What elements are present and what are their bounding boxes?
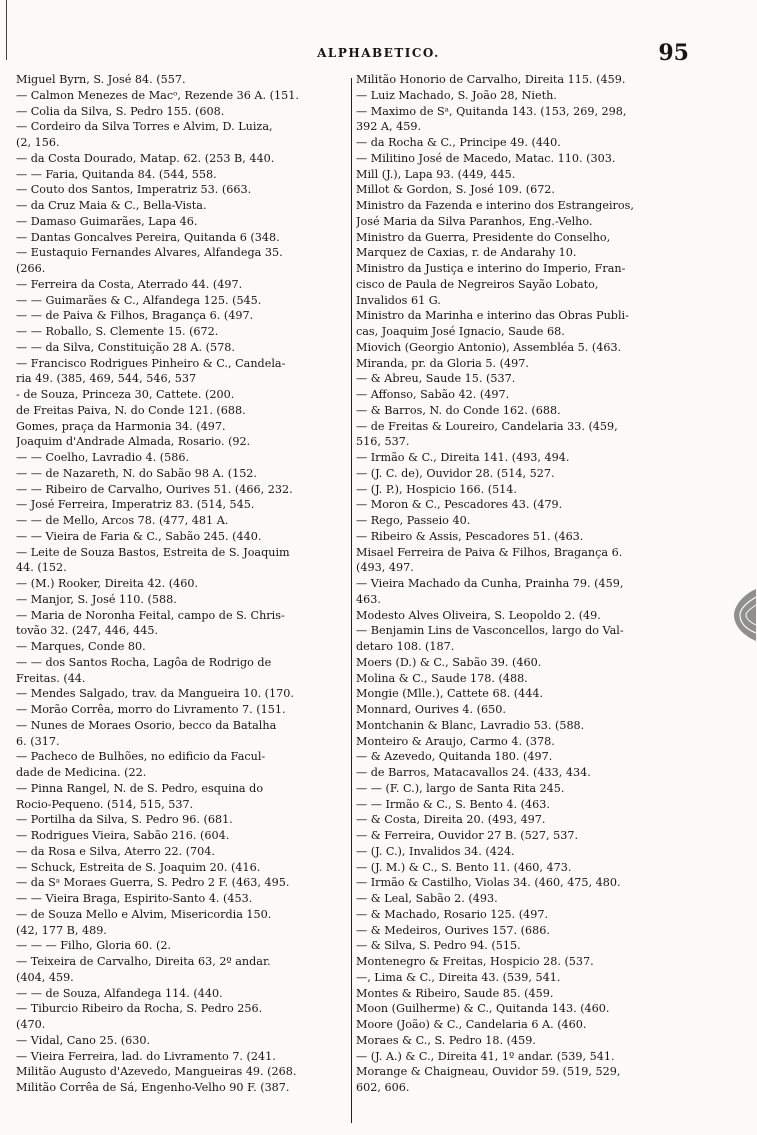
left-entry-line: Militão Augusto d'Azevedo, Mangueiras 49. (268. <box>16 1065 297 1079</box>
left-entry-line: — — — Filho, Gloria 60. (2. <box>16 939 171 953</box>
left-entry-line: — Morão Corrêa, morro do Livramento 7. (151. <box>16 703 286 716</box>
left-entry-line: — — Roballo, S. Clemente 15. (672. <box>16 325 219 338</box>
left-entry-line: — — de Mello, Arcos 78. (477, 481 A. <box>16 514 229 527</box>
left-entry-line: — Vidal, Cano 25. (630. <box>16 1033 151 1047</box>
right-entry-line: Ministro da Justiça e interino do Imperio, Fran- <box>356 262 626 275</box>
right-entry-line: Mongie (Mlle.), Cattete 68. (444. <box>356 687 544 701</box>
right-entry-line: — Affonso, Sabão 42. (497. <box>356 388 510 401</box>
right-entry-line: José Maria da Silva Paranhos, Eng.-Velho. <box>356 214 593 228</box>
right-entry-line: Miranda, pr. da Gloria 5. (497. <box>356 356 529 370</box>
right-entry-line: — Rego, Passeio 40. <box>356 514 471 527</box>
right-entry-line: Misael Ferreira de Paiva & Filhos, Bragança 6. <box>356 545 623 559</box>
left-entry-line: — Rodrigues Vieira, Sabão 216. (604. <box>16 829 230 842</box>
running-title: ALPHABETICO. <box>317 46 440 60</box>
left-entry-line: — — de Souza, Alfandega 114. (440. <box>16 986 223 1000</box>
right-entry-line: — Irmão & C., Direita 141. (493, 494. <box>356 451 570 464</box>
left-entry-line: — Dantas Goncalves Pereira, Quitanda 6 (348. <box>16 230 280 244</box>
left-entry-line: dade de Medicina. (22. <box>16 766 147 779</box>
left-entry-line: — — dos Santos Rocha, Lagôa de Rodrigo de <box>16 655 272 669</box>
right-entry-line: (493, 497. <box>356 561 414 575</box>
left-entry-line: — Portilha da Silva, S. Pedro 96. (681. <box>16 813 233 827</box>
right-entry-line: Montchanin & Blanc, Lavradio 53. (588. <box>356 718 585 732</box>
left-entry-line: — da Costa Dourado, Matap. 62. (253 B, 440. <box>16 151 275 165</box>
right-entry-line: — Luiz Machado, S. João 28, Nieth. <box>356 88 557 102</box>
left-entry-line: — da Rosa e Silva, Aterro 22. (704. <box>16 844 215 858</box>
left-entry-line: Joaquim d'Andrade Almada, Rosario. (92. <box>16 435 251 449</box>
left-entry-line: — Mendes Salgado, trav. da Mangueira 10. (170. <box>16 687 294 701</box>
right-entry-line: Mill (J.), Lapa 93. (449, 445. <box>356 167 516 181</box>
left-entry-line: — Eustaquio Fernandes Alvares, Alfandega 35. <box>16 246 283 260</box>
right-entry-line: Militão Honorio de Carvalho, Direita 115. (459. <box>356 73 626 86</box>
right-entry-line: Ministro da Fazenda e interino dos Estrangeiros, <box>356 199 634 212</box>
left-entry-line: — (M.) Rooker, Direita 42. (460. <box>16 577 199 590</box>
right-entry-line: Moon (Guilherme) & C., Quitanda 143. (460. <box>356 1002 610 1016</box>
left-entry-line: (42, 177 B, 489. <box>16 923 107 937</box>
right-entry-line: — Maximo de Sᵃ, Quitanda 143. (153, 269, 298, <box>356 104 627 118</box>
right-entry-line: Moers (D.) & C., Sabão 39. (460. <box>356 655 542 669</box>
left-entry-line: — Leite de Souza Bastos, Estreita de S. Joaquim <box>16 545 290 559</box>
right-entry-line: 392 A, 459. <box>356 120 422 134</box>
right-entry-line: Modesto Alves Oliveira, S. Leopoldo 2. (49. <box>356 608 601 622</box>
left-entry-line: Militão Corrêa de Sá, Engenho-Velho 90 F. (387. <box>16 1081 290 1094</box>
left-entry-line: — — Guimarães & C., Alfandega 125. (545. <box>16 293 262 307</box>
right-column <box>356 72 690 1127</box>
right-entry-line: — — Irmão & C., S. Bento 4. (463. <box>356 797 550 811</box>
left-entry-line: — Cordeiro da Silva Torres e Alvim, D. Luiza, <box>16 120 273 134</box>
left-entry-line: — — Faria, Quitanda 84. (544, 558. <box>16 167 217 181</box>
left-entry-line: Freitas. (44. <box>16 671 86 685</box>
page-number: 95 <box>658 40 689 66</box>
right-entry-line: Ministro da Guerra, Presidente do Conselho, <box>356 230 611 244</box>
right-entry-line: Montenegro & Freitas, Hospicio 28. (537. <box>356 955 594 968</box>
left-entry-line: — Manjor, S. José 110. (588. <box>16 592 177 606</box>
right-entry-line: cisco de Paula de Negreiros Sayão Lobato, <box>356 277 599 291</box>
left-entry-line: (2, 156. <box>16 136 60 149</box>
right-entry-line: Invalidos 61 G. <box>356 293 441 307</box>
left-entry-line: — — Ribeiro de Carvalho, Ourives 51. (466, 232. <box>16 482 293 496</box>
left-entry-line: tovão 32. (247, 446, 445. <box>16 624 159 638</box>
left-entry-line: — — de Nazareth, N. do Sabão 98 A. (152. <box>16 466 257 480</box>
left-entry-line: ria 49. (385, 469, 544, 546, 537 <box>16 372 197 386</box>
left-entry-line: — Marques, Conde 80. <box>16 640 146 653</box>
left-entry-line: — Nunes de Moraes Osorio, becco da Batalha <box>16 718 277 732</box>
left-entry-line: de Freitas Paiva, N. do Conde 121. (688. <box>16 403 246 417</box>
right-entry-line: Monteiro & Araujo, Carmo 4. (378. <box>356 734 555 748</box>
left-entry-line: — Tiburcio Ribeiro da Rocha, S. Pedro 256. <box>16 1002 263 1016</box>
right-entry-line: — de Freitas & Loureiro, Candelaria 33. (459, <box>356 419 618 433</box>
left-entry-line: — Damaso Guimarães, Lapa 46. <box>16 214 198 228</box>
left-entry-line: — — de Paiva & Filhos, Bragança 6. (497. <box>16 309 254 323</box>
right-entry-line: — & Abreu, Saude 15. (537. <box>356 372 516 386</box>
left-entry-line: — Vieira Ferreira, lad. do Livramento 7. (241. <box>16 1049 276 1063</box>
column-divider <box>351 78 352 1123</box>
left-entry-line: — Schuck, Estreita de S. Joaquim 20. (416. <box>16 860 261 874</box>
right-entry-line: detaro 108. (187. <box>356 640 455 653</box>
left-entry-line: — Teixeira de Carvalho, Direita 63, 2º andar. <box>16 955 271 968</box>
right-entry-line: — & Barros, N. do Conde 162. (688. <box>356 403 561 417</box>
left-entry-line: — de Souza Mello e Alvim, Misericordia 150. <box>16 907 272 921</box>
left-entry-line: — Maria de Noronha Feital, campo de S. Chris- <box>16 608 285 622</box>
right-entry-line: Ministro da Marinha e interino das Obras Publi- <box>356 309 629 323</box>
left-entry-line: — Pinna Rangel, N. de S. Pedro, esquina do <box>16 781 264 795</box>
left-entry-line: — Couto dos Santos, Imperatriz 53. (663. <box>16 183 252 197</box>
right-entry-line: — & Machado, Rosario 125. (497. <box>356 907 549 921</box>
left-entry-line: Rocio-Pequeno. (514, 515, 537. <box>16 797 194 811</box>
left-entry-line: — da Sᵃ Moraes Guerra, S. Pedro 2 F. (463, 495. <box>16 876 290 890</box>
right-entry-line: Molina & C., Saude 178. (488. <box>356 671 528 685</box>
right-entry-line: — & Costa, Direita 20. (493, 497. <box>356 813 546 827</box>
left-entry-line: Gomes, praça da Harmonia 34. (497. <box>16 419 226 433</box>
left-entry-line: — José Ferreira, Imperatriz 83. (514, 545. <box>16 498 255 512</box>
left-entry-line: — — da Silva, Constituição 28 A. (578. <box>16 340 235 354</box>
right-entry-line: — Militino José de Macedo, Matac. 110. (303. <box>356 151 616 165</box>
right-entry-line: Monnard, Ourives 4. (650. <box>356 703 506 716</box>
right-entry-line: Marquez de Caxias, r. de Andarahy 10. <box>356 246 577 260</box>
right-entry-line: — & Azevedo, Quitanda 180. (497. <box>356 750 553 764</box>
left-entry-line: — Francisco Rodrigues Pinheiro & C., Candela- <box>16 356 286 370</box>
right-entry-line: —, Lima & C., Direita 43. (539, 541. <box>356 970 561 984</box>
right-entry-line: — (J. A.) & C., Direita 41, 1º andar. (539, 541. <box>356 1049 615 1063</box>
right-entry-line: — & Ferreira, Ouvidor 27 B. (527, 537. <box>356 829 578 842</box>
right-entry-line: cas, Joaquim José Ignacio, Saude 68. <box>356 325 565 338</box>
left-entry-line: — — Vieira Braga, Espirito-Santo 4. (453. <box>16 892 253 905</box>
right-entry-line: — (J. C. de), Ouvidor 28. (514, 527. <box>356 466 555 480</box>
right-entry-line: — (J. M.) & C., S. Bento 11. (460, 473. <box>356 860 572 874</box>
right-entry-line: Montes & Ribeiro, Saude 85. (459. <box>356 986 554 1000</box>
left-entry-line: (404, 459. <box>16 970 74 984</box>
right-entry-line: — & Silva, S. Pedro 94. (515. <box>356 939 521 953</box>
right-entry-line: Miovich (Georgio Antonio), Assembléa 5. (463. <box>356 340 622 354</box>
right-entry-line: — Ribeiro & Assis, Pescadores 51. (463. <box>356 529 584 543</box>
left-entry-line: Miguel Byrn, S. José 84. (557. <box>16 73 186 86</box>
right-entry-line: — — (F. C.), largo de Santa Rita 245. <box>356 781 565 795</box>
left-entry-line: 6. (317. <box>16 734 60 748</box>
right-entry-line: 516, 537. <box>356 435 410 449</box>
left-entry-line: — Colia da Silva, S. Pedro 155. (608. <box>16 104 225 118</box>
left-entry-line: (470. <box>16 1018 46 1031</box>
right-entry-line: — (J. P.), Hospicio 166. (514. <box>356 482 517 496</box>
right-entry-line: 602, 606. <box>356 1081 410 1094</box>
right-entry-line: Morange & Chaigneau, Ouvidor 59. (519, 529, <box>356 1065 621 1079</box>
left-entry-line: — — Vieira de Faria & C., Sabão 245. (440. <box>16 529 262 543</box>
right-entry-line: Moore (João) & C., Candelaria 6 A. (460. <box>356 1018 587 1031</box>
left-entry-line: (266. <box>16 262 46 275</box>
left-entry-line: — Calmon Menezes de Macᵒ, Rezende 36 A. (151. <box>16 88 299 102</box>
right-entry-line: — de Barros, Matacavallos 24. (433, 434. <box>356 766 591 779</box>
left-entry-line: — Ferreira da Costa, Aterrado 44. (497. <box>16 277 243 291</box>
right-entry-line: — Vieira Machado da Cunha, Prainha 79. (459, <box>356 577 624 590</box>
right-entry-line: — da Rocha & C., Principe 49. (440. <box>356 136 561 149</box>
page-header <box>0 40 757 68</box>
right-entry-line: — Benjamin Lins de Vasconcellos, largo do Val- <box>356 624 624 638</box>
right-entry-line: 463. <box>356 592 381 606</box>
right-entry-line: Moraes & C., S. Pedro 18. (459. <box>356 1033 536 1047</box>
left-column <box>16 72 350 1127</box>
right-entry-line: Millot & Gordon, S. José 109. (672. <box>356 183 555 197</box>
right-entry-line: — Irmão & Castilho, Violas 34. (460, 475, 480. <box>356 876 621 890</box>
right-entry-line: — & Medeiros, Ourives 157. (686. <box>356 923 550 937</box>
right-entry-line: — & Leal, Sabão 2. (493. <box>356 892 498 905</box>
right-entry-line: — Moron & C., Pescadores 43. (479. <box>356 498 563 512</box>
right-entry-line: — (J. C.), Invalidos 34. (424. <box>356 844 515 858</box>
left-entry-line: — — Coelho, Lavradio 4. (586. <box>16 451 190 464</box>
left-entry-line: — da Cruz Maia & C., Bella-Vista. <box>16 199 207 212</box>
left-entry-line: 44. (152. <box>16 561 67 575</box>
left-entry-line: — Pacheco de Bulhões, no edificio da Facul- <box>16 750 266 764</box>
margin-stamp-icon <box>728 585 756 645</box>
left-entry-line: - de Souza, Princeza 30, Cattete. (200. <box>16 388 235 401</box>
